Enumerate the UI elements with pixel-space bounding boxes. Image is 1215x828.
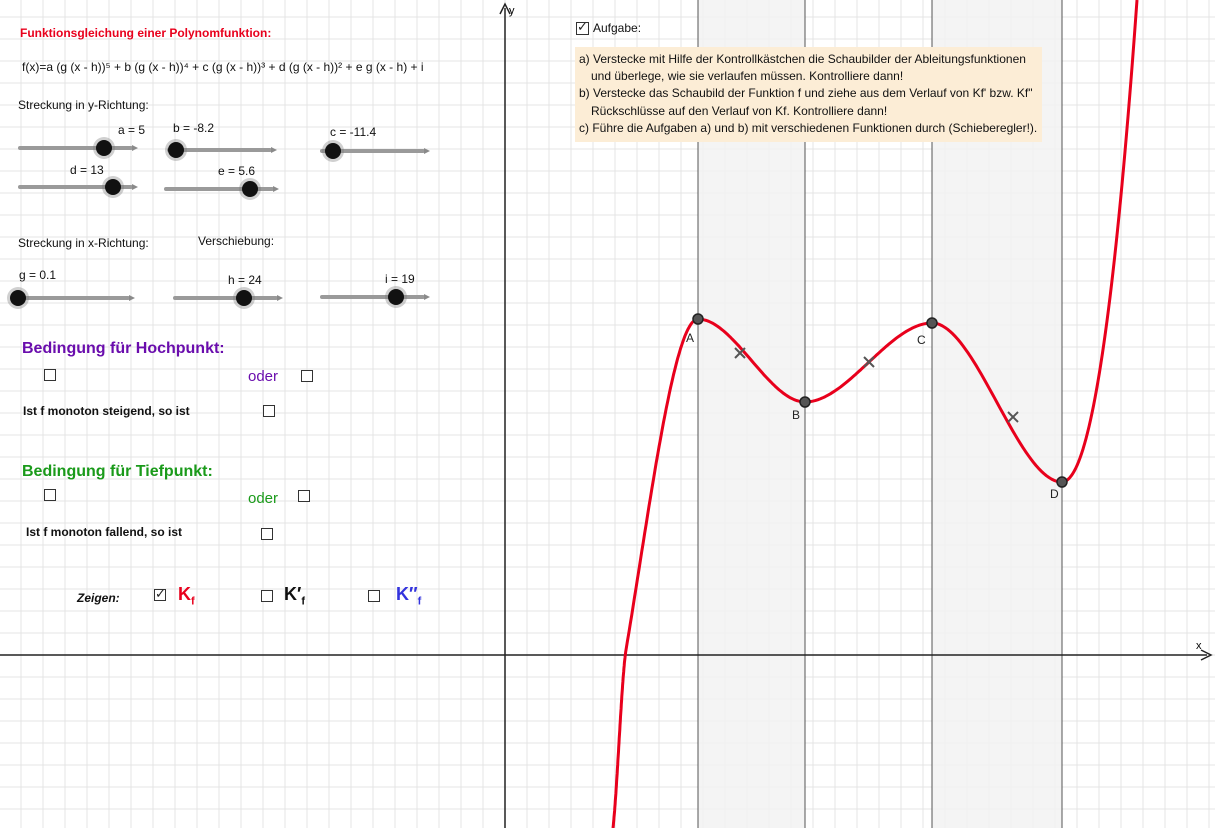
- slider-arrow-g: [129, 295, 135, 301]
- slider-track-h[interactable]: [173, 296, 278, 300]
- slider-arrow-i: [424, 294, 430, 300]
- hochpunkt-title: Bedingung für Hochpunkt:: [22, 340, 225, 357]
- formula-title: Funktionsgleichung einer Polynomfunktion:: [20, 26, 272, 40]
- slider-value-g: g = 0.1: [19, 268, 57, 282]
- x-axis-label: x: [1196, 640, 1202, 652]
- task-line-1: a) Verstecke mit Hilfe der Kontrollkästchen die Schaubilder der Ableitungsfunktionen: [579, 52, 1026, 66]
- slider-knob-c[interactable]: [325, 143, 341, 159]
- kf1-sub: f: [301, 595, 305, 608]
- stretch-x-label: Streckung in x-Richtung:: [18, 236, 149, 250]
- kf2-text: K″: [396, 584, 418, 604]
- slider-arrow-h: [277, 295, 283, 301]
- tiefpunkt-checkbox-2[interactable]: [298, 490, 310, 502]
- hochpunkt-monoton-label: Ist f monoton steigend, so ist: [23, 404, 190, 418]
- task-line-4: Rückschlüsse auf den Verlauf von Kf. Kontrolliere dann!: [591, 104, 888, 118]
- shift-label: Verschiebung:: [198, 234, 275, 248]
- slider-arrow-c: [424, 148, 430, 154]
- hochpunkt-checkbox-1[interactable]: [44, 369, 56, 381]
- slider-knob-e[interactable]: [242, 181, 258, 197]
- slider-knob-i[interactable]: [388, 289, 404, 305]
- show-kf-label: [178, 584, 195, 608]
- stretch-y-label: Streckung in y-Richtung:: [18, 98, 149, 112]
- slider-knob-d[interactable]: [105, 179, 121, 195]
- slider-value-e: e = 5.6: [218, 164, 256, 178]
- slider-arrow-a: [132, 145, 138, 151]
- task-line-5: c) Führe die Aufgaben a) und b) mit verschiedenen Funktionen durch (Schieberegler!).: [579, 121, 1038, 135]
- task-checkbox[interactable]: [576, 22, 589, 35]
- show-kf-checkbox[interactable]: [154, 589, 166, 601]
- show-label: Zeigen:: [77, 591, 120, 605]
- slider-track-g[interactable]: [18, 296, 130, 300]
- show-kf2-label: [396, 584, 421, 608]
- slider-value-h: h = 24: [228, 273, 262, 287]
- point-label-A: A: [686, 331, 695, 345]
- slider-knob-g[interactable]: [10, 290, 26, 306]
- slider-value-a: a = 5: [118, 123, 146, 137]
- tiefpunkt-monoton-checkbox[interactable]: [261, 528, 273, 540]
- point-B[interactable]: [800, 397, 810, 407]
- point-D[interactable]: [1057, 477, 1067, 487]
- slider-value-i: i = 19: [385, 272, 415, 286]
- point-label-B: B: [792, 408, 801, 422]
- slider-track-a[interactable]: [18, 146, 133, 150]
- hochpunkt-oder: oder: [248, 368, 279, 385]
- show-kf2-checkbox[interactable]: [368, 590, 380, 602]
- slider-arrow-d: [132, 184, 138, 190]
- slider-track-i[interactable]: [320, 295, 425, 299]
- formula-text: f(x)=a (g (x - h))⁵ + b (g (x - h))⁴ + c (g (x - h))³ + d (g (x - h))² + e g (x - h) + i: [22, 60, 424, 74]
- hochpunkt-monoton-checkbox[interactable]: [263, 405, 275, 417]
- task-line-2: und überlege, wie sie verlaufen müssen. Kontrolliere dann!: [591, 69, 904, 83]
- point-C[interactable]: [927, 318, 937, 328]
- kf1-text: K′: [284, 584, 302, 604]
- inflection-mark-2: [864, 357, 874, 367]
- slider-arrow-e: [273, 186, 279, 192]
- task-line-3: b) Verstecke das Schaubild der Funktion f und ziehe aus dem Verlauf von Kf' bzw. Kf": [579, 86, 1033, 100]
- tiefpunkt-oder: oder: [248, 490, 279, 507]
- show-kf1-checkbox[interactable]: [261, 590, 273, 602]
- show-kf1-label: [284, 584, 305, 608]
- point-label-D: D: [1050, 487, 1059, 501]
- kf-text: K: [178, 584, 191, 604]
- slider-value-b: b = -8.2: [173, 121, 215, 135]
- kf2-sub: f: [417, 595, 422, 608]
- point-label-C: C: [917, 333, 926, 347]
- tiefpunkt-checkbox-1[interactable]: [44, 489, 56, 501]
- slider-value-d: d = 13: [70, 163, 104, 177]
- hochpunkt-checkbox-2[interactable]: [301, 370, 313, 382]
- tiefpunkt-title: Bedingung für Tiefpunkt:: [22, 463, 213, 480]
- task-checkbox-label: Aufgabe:: [593, 21, 642, 35]
- task-box: [575, 47, 1042, 142]
- slider-arrow-b: [271, 147, 277, 153]
- slider-value-c: c = -11.4: [330, 125, 377, 139]
- y-axis-label: y: [509, 5, 515, 17]
- kf-sub: f: [191, 595, 195, 608]
- point-A[interactable]: [693, 314, 703, 324]
- tiefpunkt-monoton-label: Ist f monoton fallend, so ist: [26, 525, 182, 539]
